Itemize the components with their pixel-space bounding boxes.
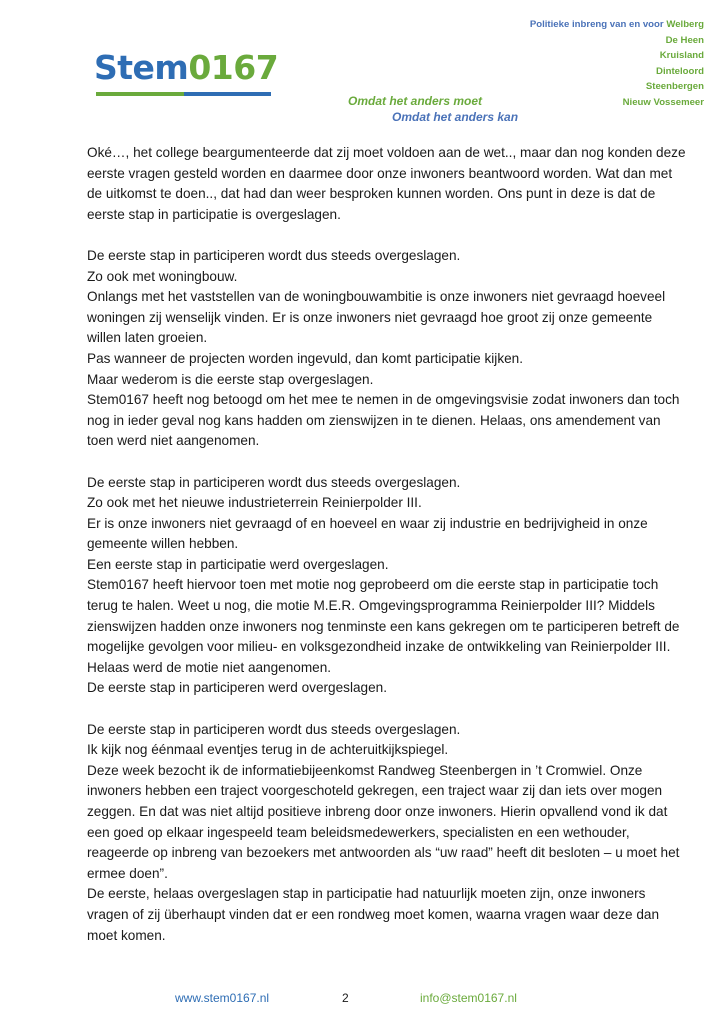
body-paragraph: Zo ook met woningbouw. [87, 268, 238, 284]
paragraph-spacer [87, 452, 687, 473]
slogan-line-1: Omdat het anders moet [348, 94, 483, 108]
logo-text-number: 0167 [188, 48, 279, 87]
logo-text [94, 48, 278, 88]
body-paragraph: Stem0167 heeft nog betoogd om het mee te nemen in de omgevingsvisie zodat inwoners dan toch nog in ieder geval nog kans hadden om zienswijzen in te dienen. Helaas, ons amendement van toen werd niet aangenomen. [87, 392, 680, 449]
slogan-line-2: Omdat het anders kan [392, 110, 519, 124]
place-name: Welberg [666, 19, 704, 30]
body-paragraph: De eerste stap in participeren wordt dus steeds overgeslagen. [87, 721, 461, 737]
body-paragraph: De eerste stap in participeren wordt dus steeds overgeslagen. [87, 474, 461, 490]
body-paragraph: Stem0167 heeft hiervoor toen met motie nog geprobeerd om die eerste stap in participatie toch terug te halen. Weet u nog, die motie M.E.R. Omgevingsprogramma Reinierpolder III? Middels zienswijzen hadden onze inwoners nog tenminste een kans gekregen om te participeren betreft de mogelijke gevolgen voor milieu- en volksgezondheid inzake de ontwikkeling van Reinierpolder III. [87, 577, 680, 655]
footer-email-link[interactable]: info@stem0167.nl [420, 991, 517, 1005]
body-paragraph: Zo ook met het nieuwe industrieterrein Reinierpolder III. [87, 495, 422, 511]
body-paragraph: Een eerste stap in participatie werd overgeslagen. [87, 556, 389, 572]
body-paragraph: Ik kijk nog éénmaal eventjes terug in de achteruitkijkspiegel. [87, 742, 449, 758]
body-paragraph: De eerste stap in participeren wordt dus steeds overgeslagen. [87, 247, 461, 263]
footer-website-link[interactable]: www.stem0167.nl [175, 991, 270, 1005]
body-paragraph: Helaas werd de motie niet aangenomen. [87, 659, 332, 675]
logo-text-stem: Stem [94, 48, 189, 87]
body-paragraph: Oké…, het college beargumenteerde dat zij moet voldoen aan de wet.., maar dan nog konden deze eerste vragen gesteld worden en daarmee door onze inwoners beantwoord worden. Wat dan met de uitkomst te doen.., dat had dan weer besproken kunnen worden. Ons punt in deze is dat de eerste stap in participatie is overgeslagen. [87, 145, 686, 222]
body-paragraph: Pas wanneer de projecten worden ingevuld, dan komt participatie kijken. [87, 350, 524, 366]
paragraph-spacer [87, 699, 687, 720]
body-paragraph: Maar wederom is die eerste stap overgeslagen. [87, 371, 374, 387]
paragraph-spacer [87, 225, 687, 246]
place-name: Nieuw Vossemeer [622, 96, 704, 108]
place-name: Steenbergen [645, 81, 704, 92]
place-name: Kruisland [659, 50, 704, 61]
place-name: De Heen [665, 34, 704, 46]
tagline-prefix: Politieke inbreng van en voor [529, 19, 664, 30]
body-paragraph: De eerste, helaas overgeslagen stap in participatie had natuurlijk moeten zijn, onze inwoners vragen of zij überhaupt vinden dat er een rondweg moet komen, waarna vragen waar deze dan moet komen. [87, 886, 660, 943]
place-name: Dinteloord [656, 65, 704, 77]
logo-underline [96, 92, 271, 96]
body-paragraph: De eerste stap in participeren werd overgeslagen. [87, 680, 387, 696]
body-paragraph: Onlangs met het vaststellen van de woningbouwambitie is onze inwoners niet gevraagd hoeveel woningen zij wenselijk vinden. Er is onze inwoners niet gevraagd hoe groot zij onze gemeente willen laten groeien. [87, 289, 666, 346]
header-places [530, 17, 704, 110]
document-body [87, 143, 687, 946]
body-paragraph: Deze week bezocht ik de informatiebijeenkomst Randweg Steenbergen in ’t Cromwiel. Onze inwoners hebben een traject voorgeschoteld gekregen, een traject waar zij dan iets over mogen zeggen. En dat was niet altijd positieve inbreng door onze inwoners. Hierin opvallend vond ik dat een goed op elkaar ingespeeld team beleidsmedewerkers, specialisten en een wethouder, reageerde op inbreng van bezoekers met antwoorden als “uw raad” heeft dit besloten – u moet het ermee doen”. [87, 762, 680, 881]
stem0167-logo [94, 48, 278, 88]
page-number: 2 [342, 991, 349, 1005]
body-paragraph: Er is onze inwoners niet gevraagd of en hoeveel en waar zij industrie en bedrijvigheid in onze gemeente willen hebben. [87, 515, 648, 552]
